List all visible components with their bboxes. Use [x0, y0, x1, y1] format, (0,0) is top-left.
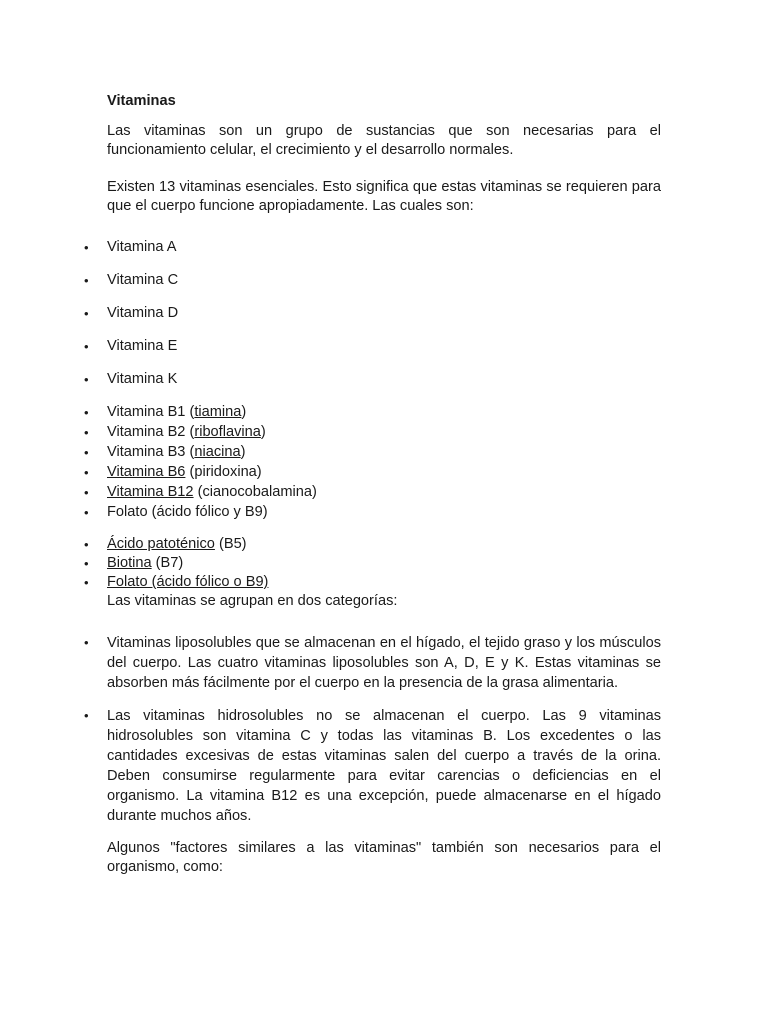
- document-page: [107, 92, 661, 877]
- list-item: • Vitamina C: [107, 271, 661, 290]
- closing-paragraph: Algunos "factores similares a las vitaminas" también son necesarios para el organismo, como:: [107, 840, 661, 875]
- link-folato[interactable]: Folato (ácido fólico o B9): [107, 574, 269, 590]
- link-acido-patotenico[interactable]: Ácido patoténico: [107, 536, 215, 552]
- list-item: • Vitamina D: [107, 304, 661, 323]
- link-niacina[interactable]: niacina: [194, 444, 241, 460]
- list-item: • Las vitaminas hidrosolubles no se almacenan el cuerpo. Las 9 vitaminas hidrosolubles son vitamina C y todas las vitaminas B. Los excedentes o las cantidades excesivas de estas vitaminas salen del cuerpo a través de la orina. Deben consumirse regularmente para evitar carencias o deficiencias en el organismo. La vitamina B12 es una excepción, puede almacenarse en el hígado durante muchos años.: [107, 706, 661, 826]
- list-item: • Vitamina B3 (niacina): [107, 443, 661, 462]
- categories-intro: Las vitaminas se agrupan en dos categorías:: [107, 593, 398, 609]
- list-item: • Vitamina B12 (cianocobalamina): [107, 483, 661, 502]
- list-item: [107, 573, 661, 592]
- categories-list: [107, 633, 661, 826]
- list-item: • Vitamina B6 (piridoxina): [107, 463, 661, 482]
- list-item: • Vitamina K: [107, 370, 661, 389]
- link-riboflavina[interactable]: riboflavina: [194, 424, 261, 440]
- link-tiamina[interactable]: tiamina: [194, 404, 242, 420]
- vitamin-list-other: [107, 535, 661, 592]
- list-item: • Vitamina A: [107, 238, 661, 257]
- essentials-paragraph: Existen 13 vitaminas esenciales. Esto significa que estas vitaminas se requieren para que el cuerpo funcione apropiadamente. Las cuales son:: [107, 179, 661, 214]
- list-item: • Ácido patoténico (B5): [107, 535, 661, 554]
- list-item: • Vitaminas liposolubles que se almacenan en el hígado, el tejido graso y los músculos del cuerpo. Las cuatro vitaminas liposolubles son A, D, E y K. Estas vitaminas se absorben más fácilmente por el cuerpo en la presencia de la grasa alimentaria.: [107, 633, 661, 693]
- vitamin-list-b: [107, 403, 661, 522]
- link-biotina[interactable]: Biotina: [107, 555, 152, 571]
- intro-paragraph: Las vitaminas son un grupo de sustancias que son necesarias para el funcionamiento celular, el crecimiento y el desarrollo normales.: [107, 123, 661, 158]
- list-item: • Vitamina E: [107, 337, 661, 356]
- list-item: • Vitamina B1 (tiamina): [107, 403, 661, 422]
- link-vitamina-b6[interactable]: Vitamina B6: [107, 464, 186, 480]
- document-title: Vitaminas: [107, 93, 176, 109]
- link-vitamina-b12[interactable]: Vitamina B12: [107, 484, 194, 500]
- vitamin-list-main: [107, 238, 661, 389]
- list-item: • Biotina (B7): [107, 554, 661, 573]
- list-item: • Folato (ácido fólico y B9): [107, 503, 661, 522]
- list-item: • Vitamina B2 (riboflavina): [107, 423, 661, 442]
